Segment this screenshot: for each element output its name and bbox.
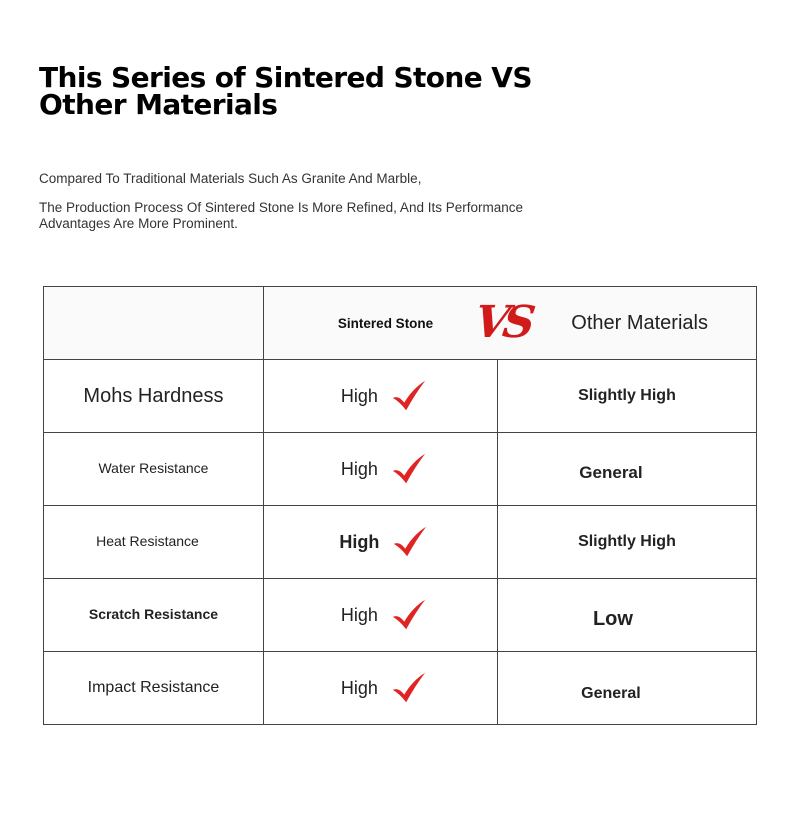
header-comparison-cell <box>263 287 756 360</box>
other-value: Slightly High <box>578 533 676 550</box>
other-value: General <box>579 463 643 482</box>
sintered-value: High <box>340 385 378 406</box>
sintered-value: High <box>340 677 378 698</box>
vs-badge: VS <box>471 297 533 348</box>
check-mark-icon <box>390 597 428 633</box>
header-empty-cell <box>44 287 264 360</box>
other-value: Low <box>592 607 633 630</box>
sintered-value: High <box>340 458 378 479</box>
property-label: Scratch Resistance <box>88 606 219 622</box>
property-label: Water Resistance <box>98 460 209 476</box>
check-mark-icon <box>391 524 429 560</box>
sintered-value: High <box>339 531 380 552</box>
property-label: Heat Resistance <box>96 533 199 549</box>
other-value: General <box>581 685 641 702</box>
table-row <box>44 433 757 506</box>
check-mark-icon <box>390 670 428 706</box>
table-row <box>44 652 757 725</box>
intro-line-2: The Production Process Of Sintered Stone Is More Refined, And Its Performance Advantages Are More Prominent. <box>39 200 523 231</box>
check-mark-icon <box>390 451 428 487</box>
header-other-label: Other Materials <box>571 311 708 334</box>
sintered-value: High <box>340 604 378 625</box>
property-label: Mohs Hardness <box>83 384 224 407</box>
table-header-row <box>44 287 757 360</box>
table-row <box>44 579 757 652</box>
table-row <box>44 506 757 579</box>
title-line-2: Other Materials <box>39 88 278 121</box>
other-value: Slightly High <box>578 387 676 404</box>
page-title <box>39 61 599 121</box>
intro-line-1: Compared To Traditional Materials Such As Granite And Marble, <box>39 171 422 186</box>
comparison-table <box>43 286 757 725</box>
table-row <box>44 360 757 433</box>
title-line-1: This Series of Sintered Stone VS <box>39 61 532 94</box>
header-sintered-label: Sintered Stone <box>337 315 434 331</box>
check-mark-icon <box>390 378 428 414</box>
property-label: Impact Resistance <box>87 679 220 696</box>
